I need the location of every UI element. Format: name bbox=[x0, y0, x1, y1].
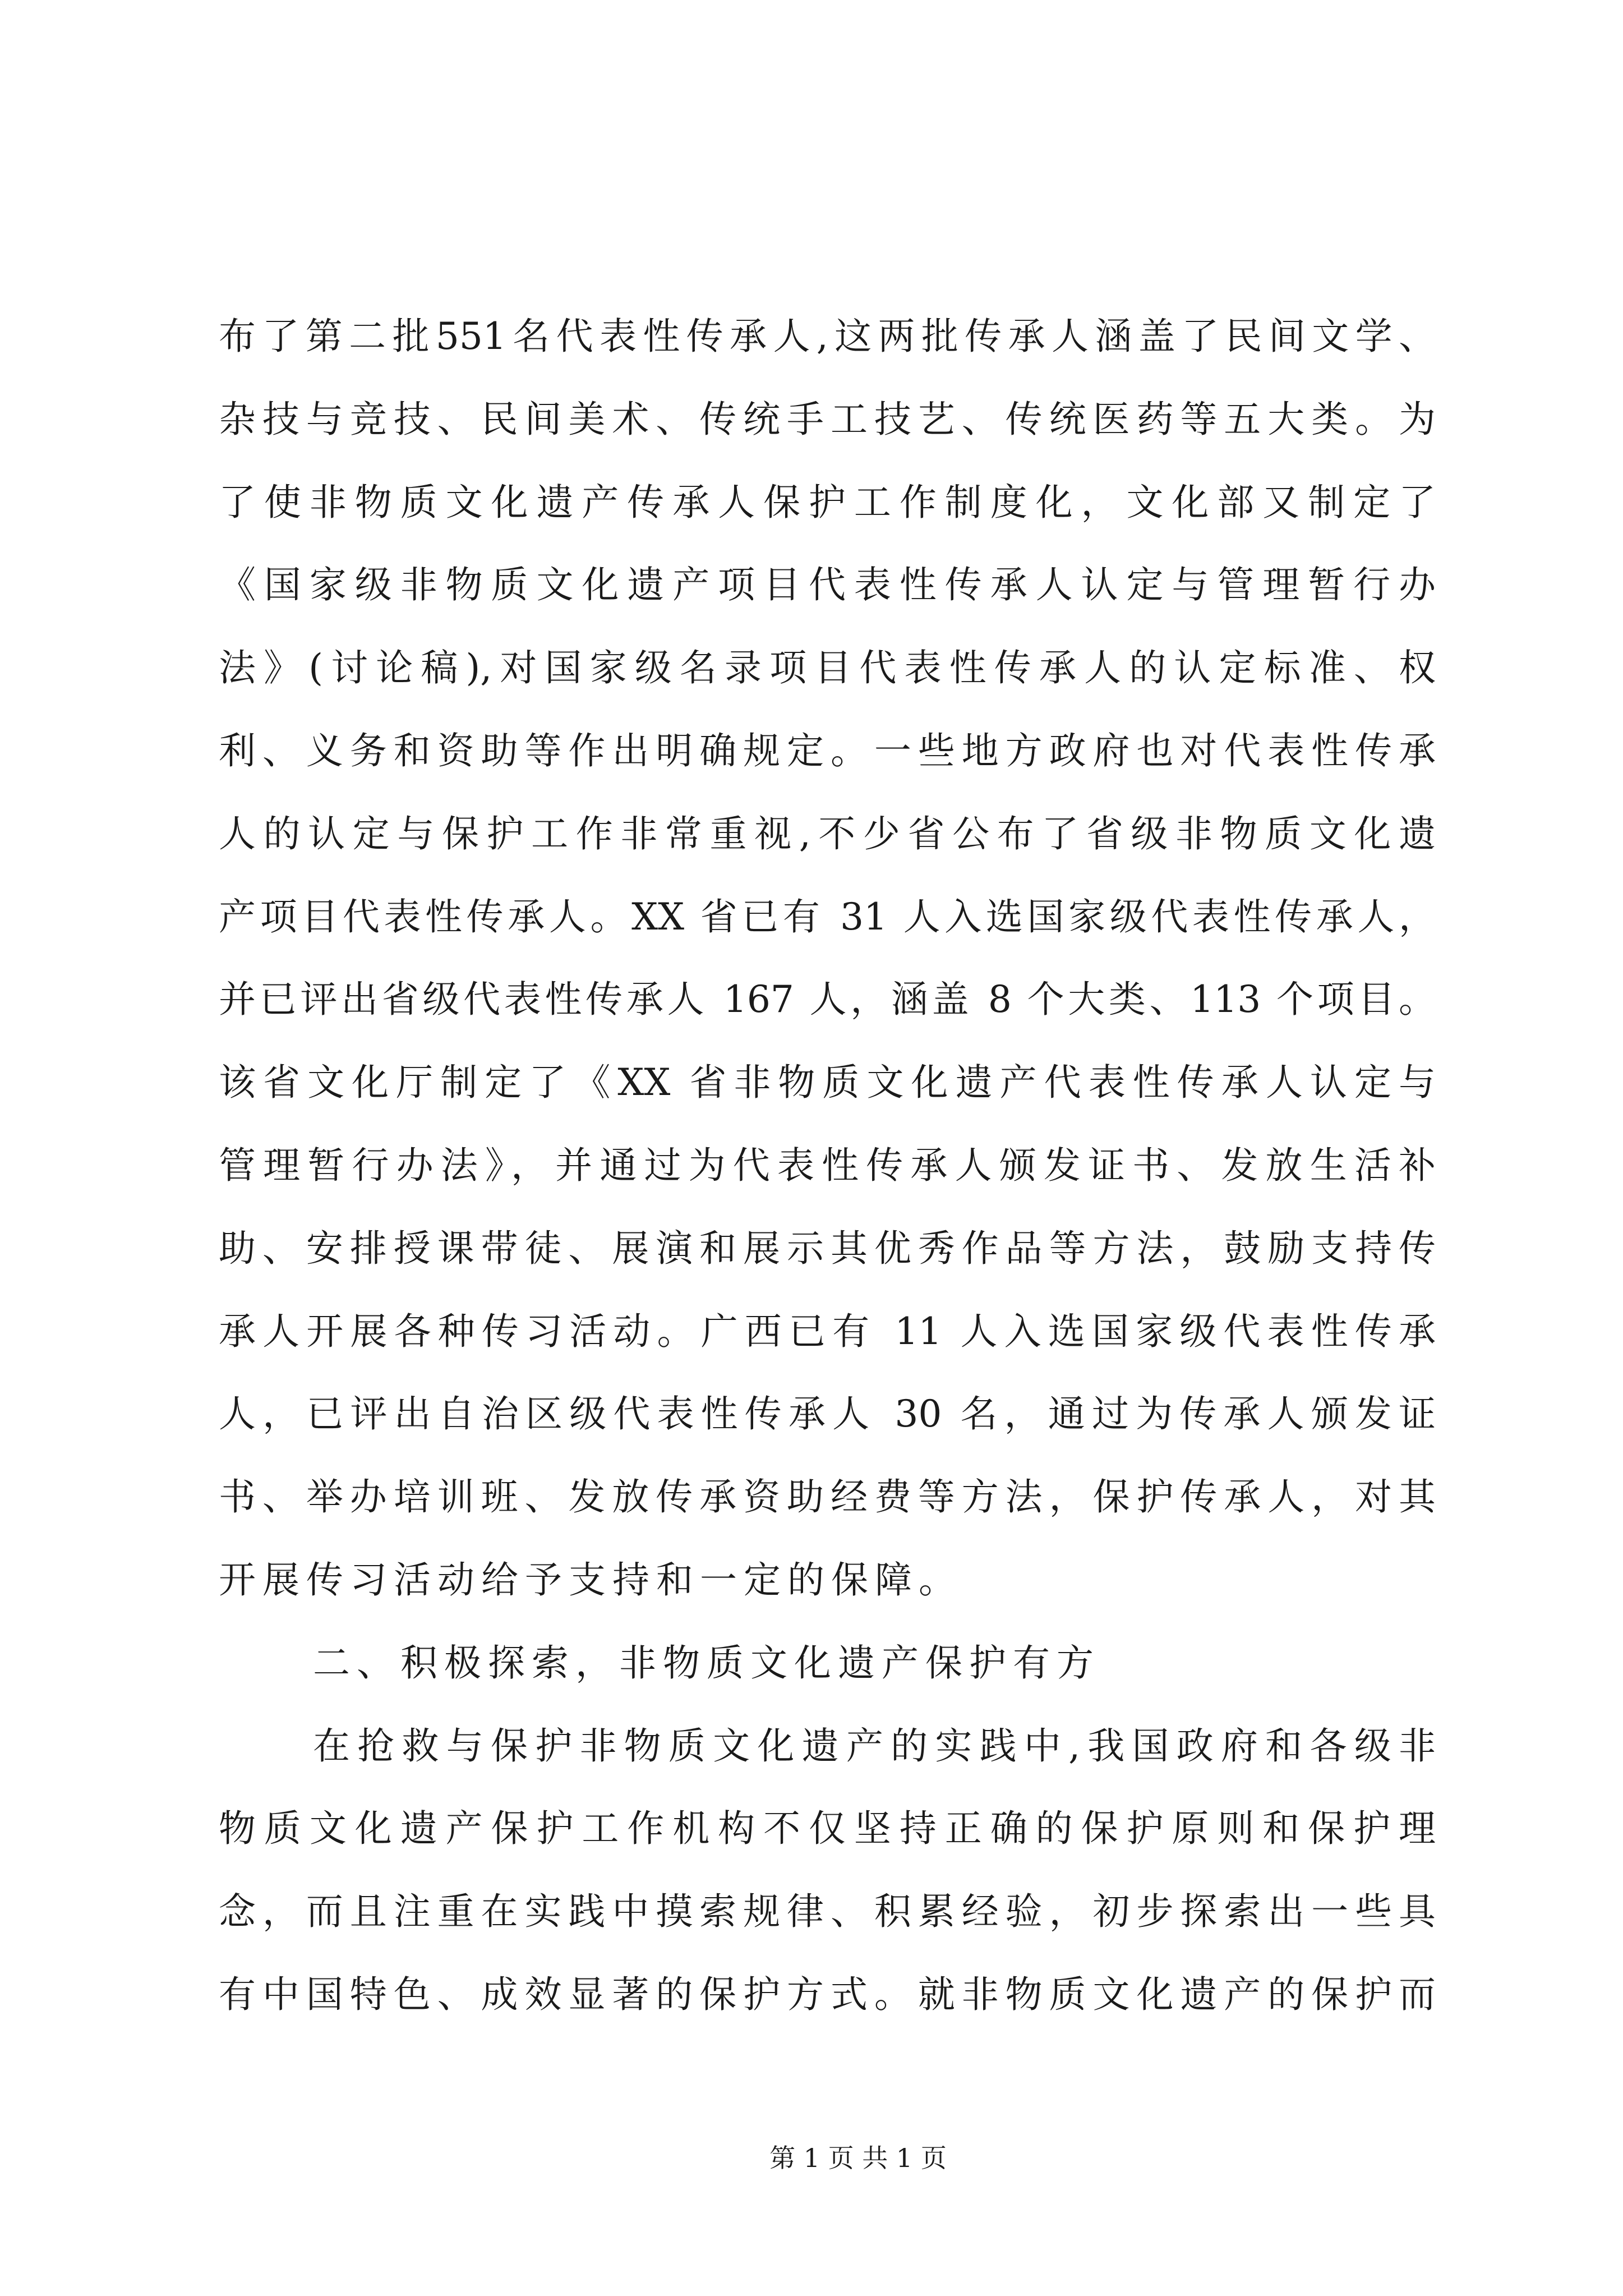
text-line: 了使非物质文化遗产传承人保护工作制度化，文化部又制定了 bbox=[219, 480, 1436, 524]
paragraph-end-line: 开展传习活动给予支持和一定的保障。 bbox=[219, 1558, 962, 1602]
text-line: 承人开展各种传习活动。广西已有 11 人入选国家级代表性传承 bbox=[219, 1309, 1436, 1353]
text-line: 有中国特色、成效显著的保护方式。就非物质文化遗产的保护而 bbox=[219, 1972, 1436, 2016]
text-line: 布了第二批551名代表性传承人,这两批传承人涵盖了民间文学、 bbox=[219, 315, 1436, 358]
document-body bbox=[219, 295, 1436, 2036]
section-heading: 二、积极探索，非物质文化遗产保护有方 bbox=[313, 1641, 1100, 1685]
text-line: 书、举办培训班、发放传承资助经费等方法，保护传承人，对其 bbox=[219, 1475, 1436, 1519]
text-line: 管理暂行办法》，并通过为代表性传承人颁发证书、发放生活补 bbox=[219, 1143, 1436, 1187]
text-line: 该省文化厅制定了《XX 省非物质文化遗产代表性传承人认定与 bbox=[219, 1061, 1436, 1105]
text-line: 《国家级非物质文化遗产项目代表性传承人认定与管理暂行办 bbox=[219, 563, 1436, 607]
text-line: 念，而且注重在实践中摸索规律、积累经验，初步探索出一些具 bbox=[219, 1890, 1436, 1934]
text-line: 并已评出省级代表性传承人 167 人，涵盖 8 个大类、113 个项目。 bbox=[219, 978, 1436, 1022]
text-line: 助、安排授课带徒、展演和展示其优秀作品等方法，鼓励支持传 bbox=[219, 1226, 1436, 1270]
text-line: 人的认定与保护工作非常重视,不少省公布了省级非物质文化遗 bbox=[219, 812, 1436, 855]
text-line: 人，已评出自治区级代表性传承人 30 名，通过为传承人颁发证 bbox=[219, 1392, 1436, 1436]
text-line: 利、义务和资助等作出明确规定。一些地方政府也对代表性传承 bbox=[219, 729, 1436, 772]
paragraph-first-line: 在抢救与保护非物质文化遗产的实践中,我国政府和各级非 bbox=[313, 1724, 1436, 1768]
text-line: 物质文化遗产保护工作机构不仅坚持正确的保护原则和保护理 bbox=[219, 1807, 1436, 1851]
text-line: 杂技与竞技、民间美术、传统手工技艺、传统医药等五大类。为 bbox=[219, 397, 1436, 441]
text-line: 产项目代表性传承人。XX 省已有 31 人入选国家级代表性传承人， bbox=[219, 895, 1436, 938]
text-line: 法》(讨论稿),对国家级名录项目代表性传承人的认定标准、权 bbox=[219, 646, 1436, 690]
page-number-footer: 第 1 页 共 1 页 bbox=[769, 2143, 947, 2173]
